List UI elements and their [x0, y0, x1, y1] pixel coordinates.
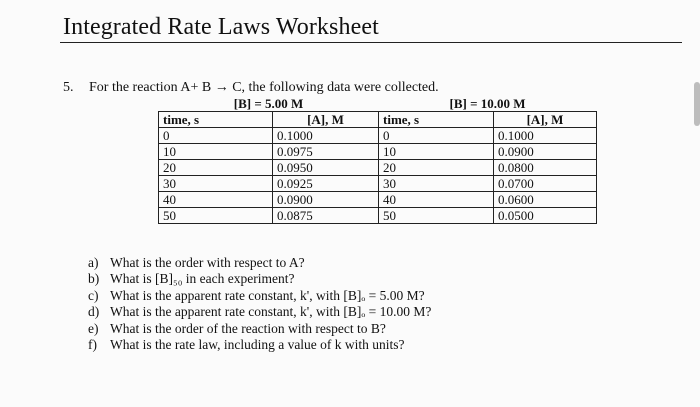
cell-time-1: 40: [159, 192, 273, 208]
cell-conc-2: 0.1000: [494, 128, 597, 144]
cell-conc-2: 0.0500: [494, 208, 597, 224]
question-number: 5.: [63, 80, 74, 95]
part-text: What is the order of the reaction with respect to B?: [110, 320, 386, 336]
cell-conc-2: 0.0800: [494, 160, 597, 176]
cell-time-2: 50: [379, 208, 494, 224]
part-text: What is [B]₅₀ in each experiment?: [110, 271, 295, 287]
title-underline: [60, 42, 682, 43]
part-label: d): [88, 304, 100, 320]
table-row: [159, 176, 597, 192]
scrollbar[interactable]: [694, 82, 700, 126]
group-header-b5: [B] = 5.00 M: [159, 96, 379, 112]
part-label: c): [88, 287, 99, 303]
cell-time-1: 30: [159, 176, 273, 192]
kinetics-data-table: [158, 96, 597, 224]
cell-conc-1: 0.0950: [273, 160, 379, 176]
cell-conc-2: 0.0700: [494, 176, 597, 192]
cell-time-1: 50: [159, 208, 273, 224]
list-item: [88, 255, 431, 271]
cell-conc-1: 0.0925: [273, 176, 379, 192]
list-item: [88, 271, 431, 287]
cell-time-2: 30: [379, 176, 494, 192]
table-row: [159, 192, 597, 208]
list-item: [88, 288, 431, 304]
cell-time-1: 0: [159, 128, 273, 144]
cell-conc-1: 0.0900: [273, 192, 379, 208]
cell-conc-1: 0.1000: [273, 128, 379, 144]
col-header-time-2: time, s: [379, 112, 494, 128]
question-5: [63, 80, 439, 96]
table-row: [159, 208, 597, 224]
cell-time-1: 10: [159, 144, 273, 160]
part-text: What is the apparent rate constant, k', with [B]ₒ = 10.00 M?: [110, 304, 432, 320]
cell-conc-2: 0.0900: [494, 144, 597, 160]
cell-conc-1: 0.0975: [273, 144, 379, 160]
list-item: [88, 304, 431, 320]
question-parts-list: [88, 255, 431, 353]
col-header-conc-1: [A], M: [273, 112, 379, 128]
part-text: What is the order with respect to A?: [110, 255, 305, 270]
list-item: [88, 337, 431, 353]
worksheet-title: Integrated Rate Laws Worksheet: [63, 14, 379, 40]
table-row: [159, 128, 597, 144]
group-header-b10: [B] = 10.00 M: [379, 96, 597, 112]
table-row: [159, 144, 597, 160]
part-text: What is the apparent rate constant, k', with [B]ₒ = 5.00 M?: [110, 287, 425, 303]
part-text: What is the rate law, including a value of k with units?: [110, 337, 405, 353]
cell-time-2: 40: [379, 192, 494, 208]
cell-time-2: 20: [379, 160, 494, 176]
table-row: [159, 160, 597, 176]
part-label: b): [88, 271, 100, 287]
cell-time-2: 10: [379, 144, 494, 160]
cell-time-1: 20: [159, 160, 273, 176]
part-label: f): [88, 337, 97, 353]
part-label: e): [88, 320, 99, 336]
cell-time-2: 0: [379, 128, 494, 144]
cell-conc-2: 0.0600: [494, 192, 597, 208]
cell-conc-1: 0.0875: [273, 208, 379, 224]
part-label: a): [88, 255, 99, 270]
col-header-time-1: time, s: [159, 112, 273, 128]
col-header-conc-2: [A], M: [494, 112, 597, 128]
question-text: For the reaction A+ B → C, the following data were collected.: [89, 80, 439, 95]
list-item: [88, 321, 431, 337]
